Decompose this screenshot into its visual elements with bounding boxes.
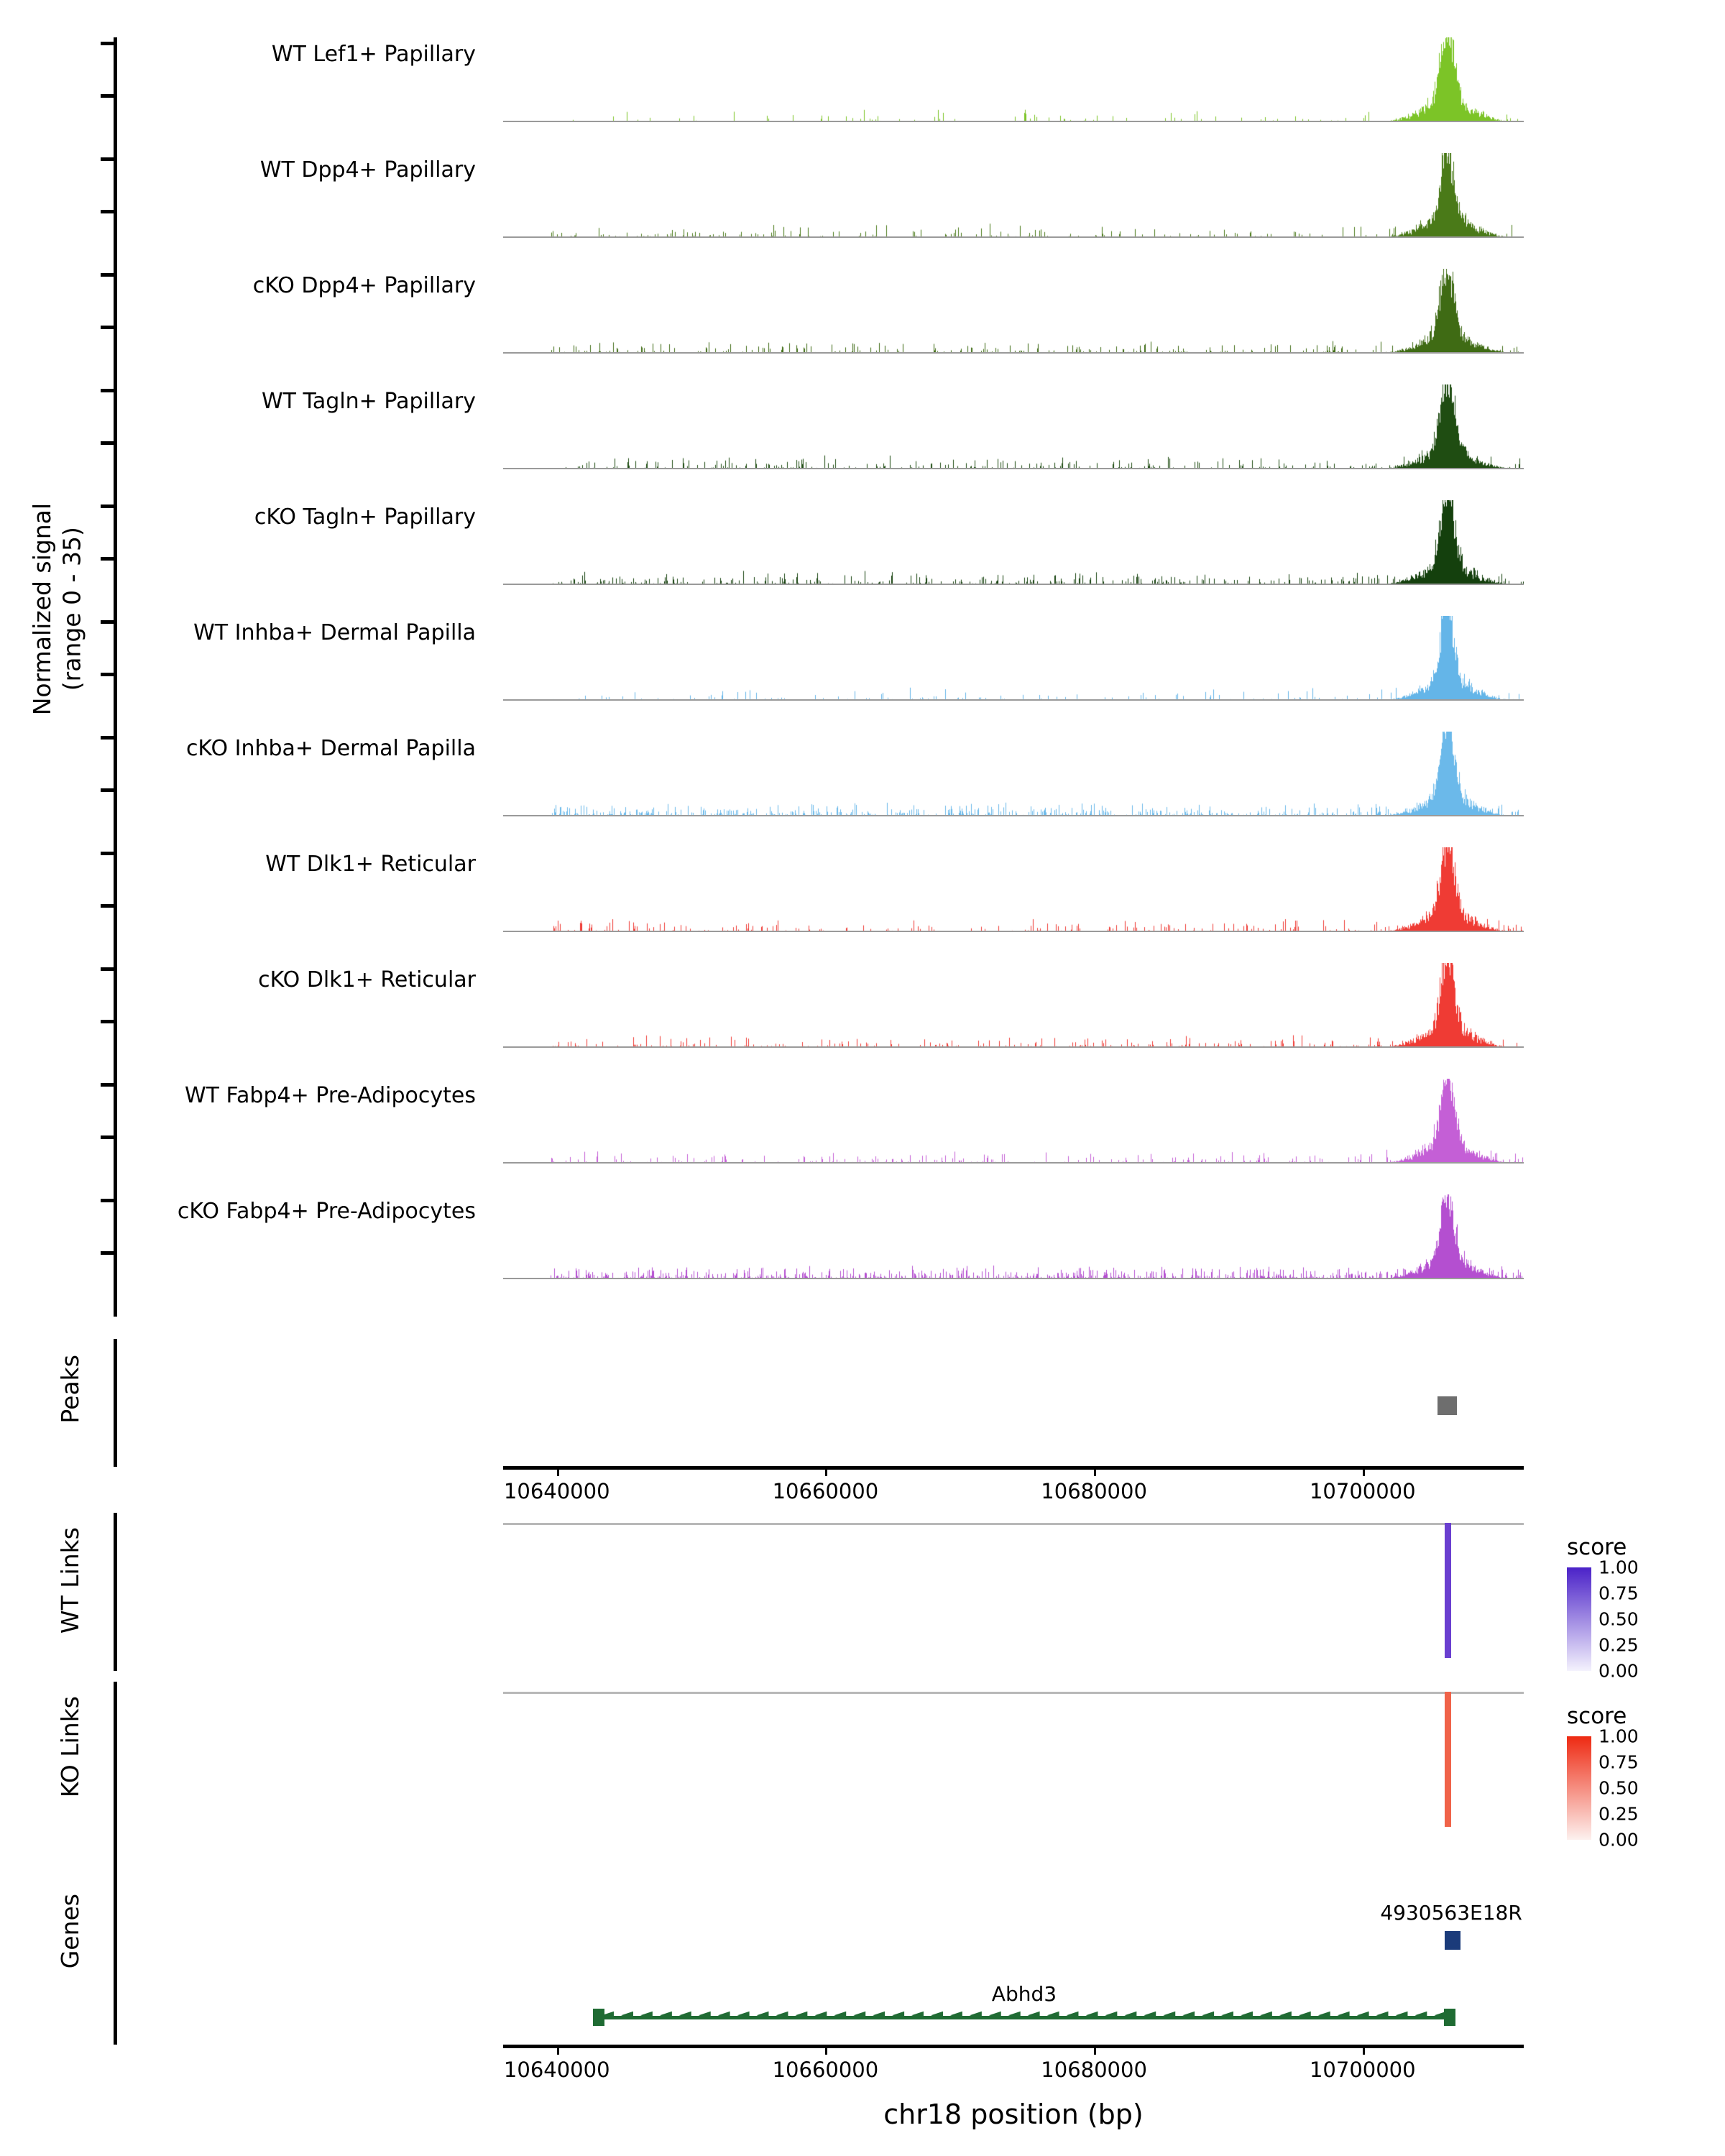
coverage-axis-tick	[101, 904, 117, 908]
coverage-signal	[503, 616, 1524, 701]
x-axis-tick-label: 10700000	[1309, 2058, 1416, 2082]
ko-links-legend	[1567, 1703, 1725, 1851]
coverage-track	[503, 963, 1524, 1048]
legend-tick-label: 0.25	[1598, 1634, 1639, 1656]
coverage-axis-tick	[101, 1020, 117, 1023]
gene-strand-arrow: ◄	[950, 2006, 962, 2024]
x-axis-tick-label: 10640000	[503, 2058, 610, 2082]
ko-links-axis	[114, 1682, 117, 1840]
genes-axis	[114, 1836, 117, 2045]
gene-strand-arrow: ◄	[795, 2006, 808, 2024]
legend-tick-label: 0.75	[1598, 1583, 1639, 1604]
x-axis-tick-label: 10680000	[1041, 2058, 1147, 2082]
gene-label: 4930563E18R	[1380, 1901, 1522, 1925]
track-baseline	[503, 815, 1524, 816]
gene-strand-arrows	[602, 2006, 1447, 2024]
gene-strand-arrow: ◄	[659, 2006, 672, 2024]
wt-links-label: WT Links	[56, 1527, 84, 1634]
wt-links-axis	[114, 1513, 117, 1671]
ko-links-legend-gradient	[1567, 1736, 1591, 1840]
wt-links-panel	[0, 1513, 1725, 1682]
gene-strand-arrow: ◄	[969, 2006, 982, 2024]
wt-link-bar	[1445, 1523, 1451, 1658]
x-axis-tick-label: 10700000	[1309, 1479, 1416, 1503]
coverage-signal	[503, 847, 1524, 932]
coverage-signal	[503, 500, 1524, 585]
legend-tick-label: 0.25	[1598, 1803, 1639, 1825]
gene-strand-arrow: ◄	[621, 2006, 634, 2024]
x-axis-tick	[825, 2045, 827, 2055]
gene-strand-arrow: ◄	[834, 2006, 847, 2024]
gene-strand-arrow: ◄	[1085, 2006, 1098, 2024]
x-axis-lower	[503, 2045, 1524, 2095]
coverage-signal	[503, 732, 1524, 816]
gene-strand-arrow: ◄	[1395, 2006, 1408, 2024]
coverage-signal	[503, 37, 1524, 122]
gene-strand-arrow: ◄	[717, 2006, 730, 2024]
wt-links-legend-title: score	[1567, 1534, 1627, 1560]
legend-tick-label: 1.00	[1598, 1726, 1639, 1747]
track-label-2: cKO Dpp4+ Papillary	[252, 273, 476, 298]
ko-links-panel	[0, 1682, 1725, 1851]
ko-links-legend-ticks	[1598, 1726, 1706, 1851]
track-label-1: WT Dpp4+ Papillary	[259, 157, 476, 183]
gene-strand-arrow: ◄	[1144, 2006, 1156, 2024]
gene-strand-arrow: ◄	[1182, 2006, 1195, 2024]
x-axis-tick-label: 10660000	[772, 2058, 879, 2082]
coverage-track	[503, 153, 1524, 238]
track-label-8: cKO Dlk1+ Reticular	[258, 967, 476, 992]
coverage-axis-tick	[101, 210, 117, 213]
gene-strand-arrow: ◄	[678, 2006, 691, 2024]
x-axis-tick-label: 10660000	[772, 1479, 879, 1503]
gene-strand-arrow: ◄	[988, 2006, 1001, 2024]
coverage-track	[503, 269, 1524, 354]
x-axis-tick	[1094, 1466, 1096, 1476]
genes-area	[503, 1836, 1524, 2045]
gene-strand-arrow: ◄	[640, 2006, 653, 2024]
gene-strand-arrow: ◄	[1124, 2006, 1137, 2024]
coverage-signal	[503, 1194, 1524, 1279]
coverage-axis-tick	[101, 94, 117, 98]
track-baseline	[503, 1278, 1524, 1279]
coverage-track	[503, 384, 1524, 469]
x-axis-tick	[825, 1466, 827, 1476]
peak-region-marker	[1438, 1396, 1456, 1415]
track-label-7: WT Dlk1+ Reticular	[265, 852, 476, 877]
legend-tick-label: 0.50	[1598, 1777, 1639, 1799]
legend-tick-label: 0.75	[1598, 1751, 1639, 1773]
track-baseline	[503, 468, 1524, 469]
gene-strand-arrow: ◄	[756, 2006, 769, 2024]
y-axis-label-line1: Normalized signal	[28, 503, 56, 716]
legend-tick-label: 0.00	[1598, 1829, 1639, 1851]
wt-links-legend	[1567, 1534, 1725, 1682]
legend-tick-label: 1.00	[1598, 1557, 1639, 1578]
coverage-track	[503, 37, 1524, 122]
wt-links-area	[503, 1523, 1524, 1659]
x-axis-lower-line	[503, 2045, 1524, 2048]
track-baseline	[503, 584, 1524, 585]
track-baseline	[503, 699, 1524, 701]
track-baseline	[503, 931, 1524, 932]
peaks-panel-label: Peaks	[56, 1355, 84, 1424]
track-baseline	[503, 1046, 1524, 1048]
gene-strand-arrow: ◄	[1434, 2006, 1447, 2024]
peaks-panel	[0, 1333, 1725, 1470]
y-axis-label-line2: (range 0 - 35)	[58, 527, 86, 691]
coverage-track	[503, 500, 1524, 585]
ko-links-legend-title: score	[1567, 1703, 1627, 1729]
gene-strand-arrow: ◄	[1221, 2006, 1234, 2024]
x-axis-title: chr18 position (bp)	[883, 2099, 1144, 2130]
coverage-signal	[503, 1079, 1524, 1164]
track-label-9: WT Fabp4+ Pre-Adipocytes	[185, 1083, 476, 1108]
x-axis-tick	[1094, 2045, 1096, 2055]
gene-strand-arrow: ◄	[602, 2006, 615, 2024]
legend-tick-label: 0.50	[1598, 1608, 1639, 1630]
y-axis-label	[27, 503, 87, 715]
coverage-signal	[503, 384, 1524, 469]
gene-strand-arrow: ◄	[1279, 2006, 1292, 2024]
track-baseline	[503, 1162, 1524, 1164]
coverage-track	[503, 1194, 1524, 1279]
coverage-track	[503, 732, 1524, 816]
track-label-6: cKO Inhba+ Dermal Papilla	[185, 736, 476, 761]
coverage-axis-tick	[101, 788, 117, 792]
track-baseline	[503, 236, 1524, 238]
track-label-0: WT Lef1+ Papillary	[271, 42, 476, 67]
wt-links-legend-ticks	[1598, 1557, 1706, 1682]
gene-strand-arrow: →	[1446, 1932, 1461, 1952]
ko-links-label: KO Links	[56, 1696, 84, 1798]
gene-strand-arrow: ◄	[1298, 2006, 1311, 2024]
gene-strand-arrow: ◄	[698, 2006, 711, 2024]
peaks-axis	[114, 1339, 117, 1467]
track-label-3: WT Tagln+ Papillary	[262, 389, 476, 414]
gene-strand-arrow: ◄	[1105, 2006, 1118, 2024]
coverage-track	[503, 616, 1524, 701]
x-axis-upper	[503, 1466, 1524, 1509]
track-label-4: cKO Tagln+ Papillary	[254, 505, 476, 530]
ko-links-area	[503, 1692, 1524, 1828]
gene-strand-arrow: ◄	[1337, 2006, 1350, 2024]
gene-strand-arrow: ◄	[1260, 2006, 1272, 2024]
gene-strand-arrow: ◄	[737, 2006, 750, 2024]
legend-tick-label: 0.00	[1598, 1660, 1639, 1682]
coverage-axis-tick	[101, 326, 117, 329]
coverage-signal	[503, 963, 1524, 1048]
coverage-y-axis	[114, 37, 117, 1317]
gene-strand-arrow: ◄	[1046, 2006, 1059, 2024]
track-label-5: WT Inhba+ Dermal Papilla	[193, 620, 476, 645]
gene-strand-arrow: ◄	[1356, 2006, 1369, 2024]
gene-strand-arrow: ◄	[931, 2006, 944, 2024]
gene-strand-arrow: ◄	[814, 2006, 827, 2024]
track-baseline	[503, 121, 1524, 122]
x-axis-tick	[1363, 1466, 1365, 1476]
gene-strand-arrow: ◄	[1008, 2006, 1021, 2024]
x-axis-tick-label: 10640000	[503, 1479, 610, 1503]
coverage-axis-tick	[101, 1135, 117, 1139]
gene-strand-arrow: ◄	[911, 2006, 924, 2024]
gene-label: Abhd3	[991, 1982, 1057, 2006]
gene-strand-arrow: ◄	[1163, 2006, 1176, 2024]
coverage-axis-tick	[101, 557, 117, 561]
coverage-signal	[503, 269, 1524, 354]
gene-strand-arrow: ◄	[1066, 2006, 1079, 2024]
coverage-signal	[503, 153, 1524, 238]
genes-panel-label: Genes	[56, 1894, 84, 1969]
track-label-10: cKO Fabp4+ Pre-Adipocytes	[177, 1199, 476, 1224]
gene-strand-arrow: ◄	[1202, 2006, 1215, 2024]
coverage-track	[503, 1079, 1524, 1164]
x-axis-tick-label: 10680000	[1041, 1479, 1147, 1503]
coverage-axis-tick	[101, 673, 117, 676]
gene-strand-arrow: ◄	[1241, 2006, 1254, 2024]
track-baseline	[503, 352, 1524, 354]
ko-link-bar	[1445, 1692, 1451, 1827]
coverage-axis-tick	[101, 441, 117, 445]
gene-strand-arrow: ◄	[776, 2006, 788, 2024]
ko-links-topline	[503, 1692, 1524, 1694]
x-axis-upper-line	[503, 1466, 1524, 1470]
gene-strand-arrow: ◄	[1027, 2006, 1040, 2024]
genes-panel	[0, 1836, 1725, 2052]
coverage-track	[503, 847, 1524, 932]
gene-strand-arrow: ◄	[1414, 2006, 1427, 2024]
x-axis-tick	[557, 1466, 559, 1476]
wt-links-topline	[503, 1523, 1524, 1525]
gene-strand-arrow: ◄	[873, 2006, 886, 2024]
wt-links-legend-gradient	[1567, 1567, 1591, 1671]
coverage-axis-tick	[101, 1251, 117, 1255]
x-axis-tick	[557, 2045, 559, 2055]
gene-strand-arrow: ◄	[1376, 2006, 1389, 2024]
gene-strand-arrow: ◄	[1317, 2006, 1330, 2024]
gene-strand-arrow: ◄	[853, 2006, 866, 2024]
gene-strand-arrow: ◄	[892, 2006, 905, 2024]
x-axis-tick	[1363, 2045, 1365, 2055]
